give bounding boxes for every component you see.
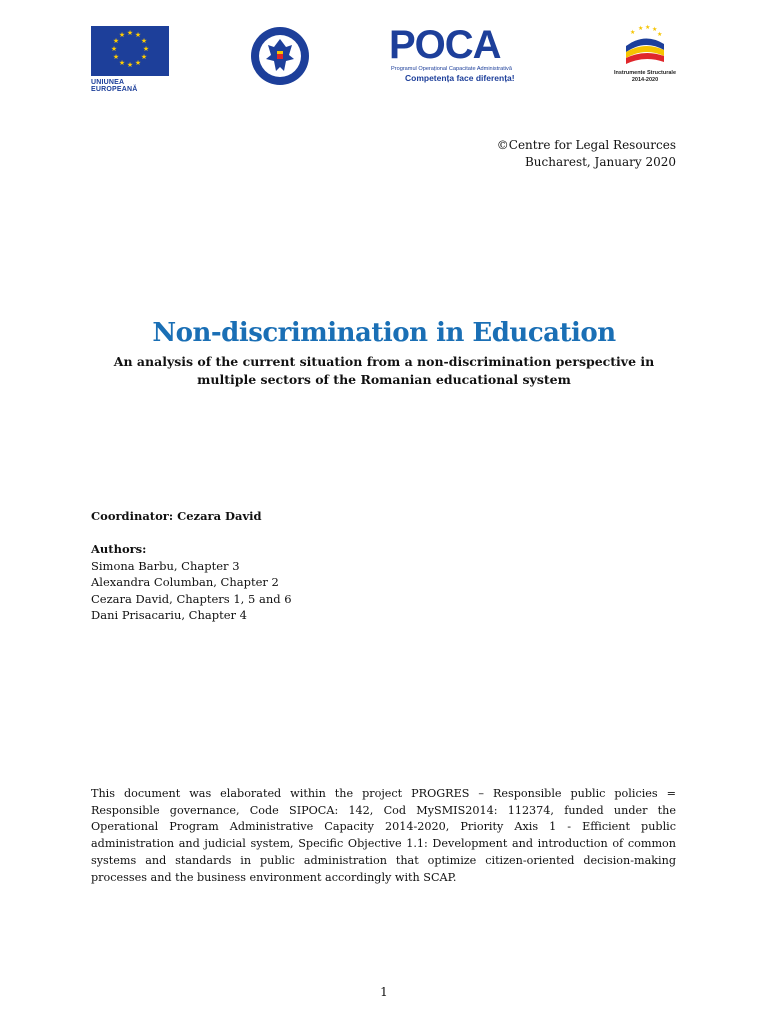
author-item: Simona Barbu, Chapter 3 (91, 558, 240, 573)
author-item: Cezara David, Chapters 1, 5 and 6 (91, 591, 292, 606)
svg-text:★: ★ (630, 29, 636, 36)
svg-text:★: ★ (140, 53, 148, 61)
organisation-line: ©Centre for Legal Resources (496, 138, 676, 152)
svg-text:★: ★ (110, 45, 118, 53)
svg-text:★: ★ (118, 59, 126, 67)
date-block (497, 137, 676, 171)
place-date-line: Bucharest, January 2020 (524, 155, 676, 169)
poca-wordmark: POCA (389, 23, 501, 67)
svg-text:★: ★ (638, 25, 644, 32)
svg-text:★: ★ (140, 37, 148, 45)
eu-caption: UNIUNEA EUROPEANĂ (91, 79, 138, 93)
svg-text:★: ★ (112, 53, 120, 61)
svg-text:★: ★ (142, 45, 150, 53)
svg-text:★: ★ (118, 31, 126, 39)
page-number: 1 (380, 985, 388, 999)
svg-text:★: ★ (645, 24, 651, 31)
svg-text:★: ★ (126, 61, 134, 69)
structural-instruments-logo (608, 22, 682, 92)
government-seal-logo (248, 25, 312, 85)
structural-instruments-icon (608, 22, 682, 66)
authors-block (91, 541, 292, 624)
document-subtitle: An analysis of the current situation from a non-discrimination perspective in multiple sectors of the Romanian educational system (113, 354, 655, 387)
eu-logo (91, 26, 171, 93)
structural-instruments-years: 2014-2020 (631, 76, 659, 83)
logo-header (0, 22, 768, 92)
svg-text:★: ★ (657, 31, 663, 38)
poca-slogan: Competența face diferența! (405, 73, 515, 83)
svg-text:★: ★ (112, 37, 120, 45)
document-title: Non-discrimination in Education (152, 318, 616, 348)
coordinator-line: Coordinator: Cezara David (91, 509, 262, 523)
eu-flag-icon (91, 26, 169, 76)
structural-instruments-title: Instrumente Structurale (613, 70, 677, 76)
svg-text:★: ★ (134, 31, 142, 39)
author-item: Dani Prisacariu, Chapter 4 (91, 608, 247, 622)
svg-text:★: ★ (652, 26, 658, 33)
authors-heading: Authors: (91, 542, 147, 556)
author-item: Alexandra Columban, Chapter 2 (91, 575, 279, 589)
poca-logo (389, 24, 539, 92)
svg-text:★: ★ (126, 29, 134, 37)
svg-text:★: ★ (134, 59, 142, 67)
funding-note: This document was elaborated within the project PROGRES – Responsible public policies = Responsible governance, Code SIPOCA: 142, Cod MySMIS2014: 112374, funded under the Operational Program Administrative Capacity 2014-2020, Priority Axis 1 - Efficient public administration and judicial system, Specific Objective 1.1: Development and introduction of common systems and standards in public administration that optimize citizen-oriented decision-making processes and the business environment accordingly with SCAP. (91, 787, 676, 884)
poca-subtitle: Programul Operațional Capacitate Administrativă (391, 66, 512, 72)
